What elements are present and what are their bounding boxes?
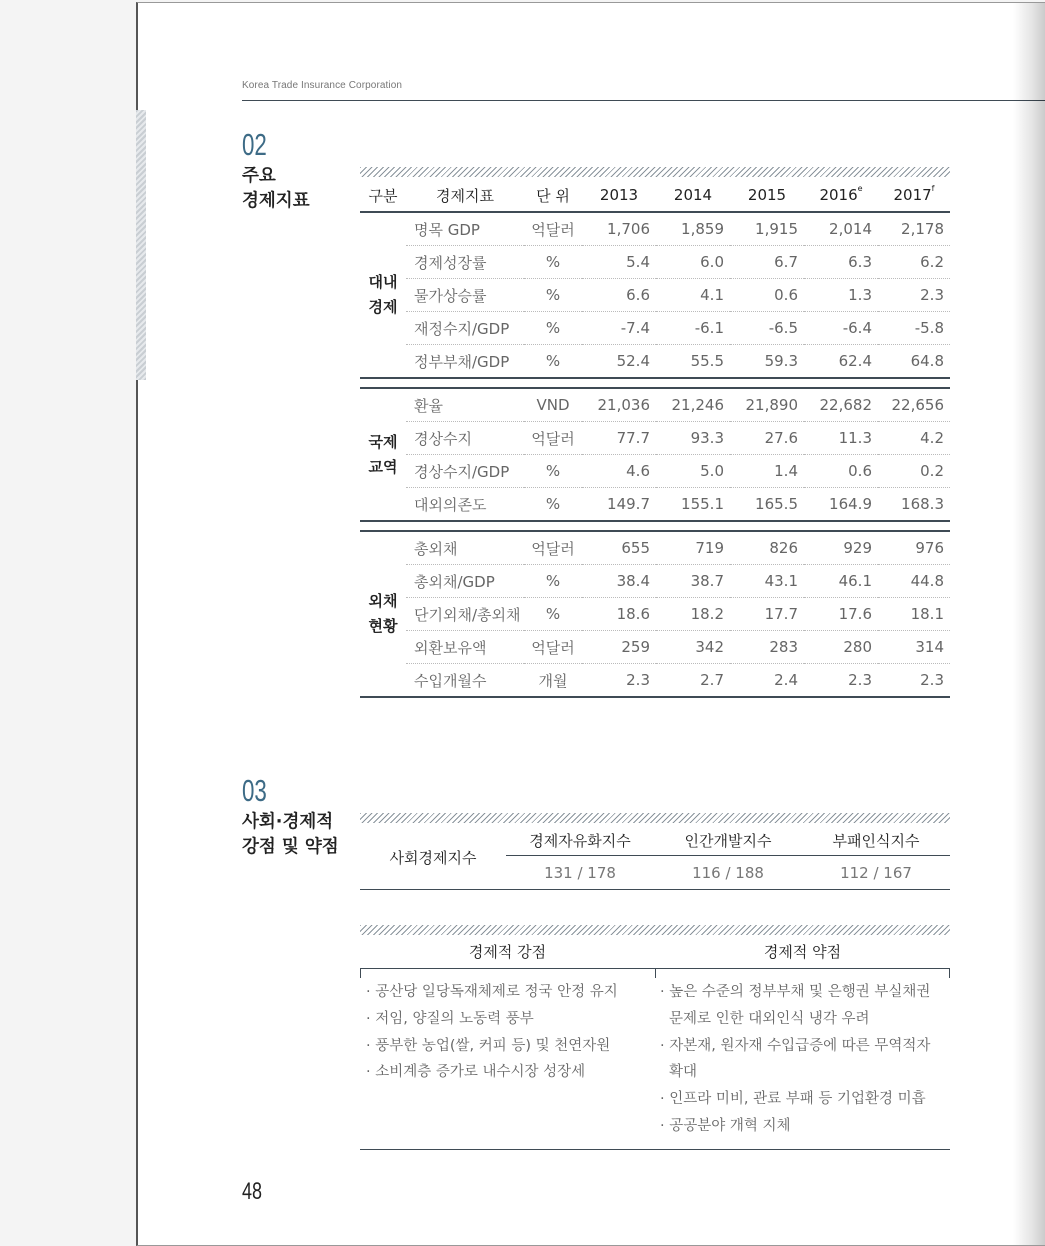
header-indicator: 경제지표: [406, 179, 524, 212]
indicator-unit: %: [524, 598, 582, 631]
header-year: 2015: [730, 179, 804, 212]
indicator-value: 280: [804, 631, 878, 664]
group-separator: [360, 378, 950, 388]
table-row: [360, 531, 950, 565]
indicator-name: 총외채/GDP: [406, 565, 524, 598]
index-col-human-development: 인간개발지수: [654, 825, 802, 856]
indicator-value: -7.4: [582, 312, 656, 345]
index-col-corruption-perception: 부패인식지수: [802, 825, 950, 856]
indicator-value: 4.6: [582, 455, 656, 488]
indicator-value: 38.7: [656, 565, 730, 598]
table-header-row: [360, 179, 950, 212]
header-year: 2017$^f$: [878, 179, 950, 212]
sw-rule-tick: [360, 968, 361, 978]
indicator-value: 6.6: [582, 279, 656, 312]
indicator-value: 62.4: [804, 345, 878, 379]
indicator-value: 27.6: [730, 422, 804, 455]
indicator-name: 재정수지/GDP: [406, 312, 524, 345]
weaknesses-list: [660, 979, 950, 1140]
indicator-value: 1.4: [730, 455, 804, 488]
indicator-value: 46.1: [804, 565, 878, 598]
indicator-value: 165.5: [730, 488, 804, 522]
table-row: [360, 631, 950, 664]
indicator-unit: 억달러: [524, 422, 582, 455]
indicator-value: 2.3: [878, 279, 950, 312]
weaknesses-heading: 경제적 약점: [763, 943, 842, 961]
page-curl-shadow: [1013, 3, 1045, 1245]
indicator-value: 17.7: [730, 598, 804, 631]
document-page: [136, 2, 1045, 1246]
section-02-title: [242, 164, 310, 214]
indicator-value: 18.6: [582, 598, 656, 631]
indicator-value: 2.4: [730, 664, 804, 698]
indicator-value: 21,890: [730, 388, 804, 422]
indicator-value: 0.6: [804, 455, 878, 488]
list-item: · 저임, 양질의 노동력 풍부: [366, 1010, 534, 1027]
indicator-value: 64.8: [878, 345, 950, 379]
indicator-value: 59.3: [730, 345, 804, 379]
header-year: 2016e: [804, 179, 878, 212]
strengths-heading: 경제적 강점: [468, 943, 547, 961]
section-02-number: 02: [242, 127, 267, 162]
list-item: · 공공분야 개혁 지체: [660, 1117, 791, 1134]
sw-hatch-bar: [360, 925, 950, 935]
table-row: [360, 246, 950, 279]
economic-indicators-table: [360, 179, 950, 698]
indicator-value: 259: [582, 631, 656, 664]
indicator-value: 2,014: [804, 212, 878, 246]
indicator-name: 단기외채/총외채: [406, 598, 524, 631]
indicator-value: 342: [656, 631, 730, 664]
indicator-value: 18.2: [656, 598, 730, 631]
indicator-name: 정부부채/GDP: [406, 345, 524, 379]
indicator-value: 4.1: [656, 279, 730, 312]
section-02-title-line2: 경제지표: [242, 191, 310, 211]
indicator-value: 168.3: [878, 488, 950, 522]
indicator-value: 17.6: [804, 598, 878, 631]
indicator-name: 물가상승률: [406, 279, 524, 312]
header-category: 구분: [360, 179, 406, 212]
list-item: 문제로 인한 대외인식 냉각 우려: [669, 1010, 870, 1027]
index-header-row: [360, 825, 950, 856]
indicator-name: 수입개월수: [406, 664, 524, 698]
list-item: 확대: [669, 1064, 698, 1081]
sw-rule-tick: [949, 968, 950, 978]
indicator-value: 1,915: [730, 212, 804, 246]
indicator-value: 5.0: [656, 455, 730, 488]
group-label: 국제 교역: [360, 388, 406, 521]
indicator-value: 4.2: [878, 422, 950, 455]
indicator-value: 2.7: [656, 664, 730, 698]
list-item: · 높은 수준의 정부부채 및 은행권 부실채권: [660, 984, 931, 1000]
table-hatch-bar: [360, 167, 950, 177]
indicator-value: 55.5: [656, 345, 730, 379]
index-value: 131 / 178: [506, 856, 654, 890]
indicator-value: 18.1: [878, 598, 950, 631]
list-item: · 인프라 미비, 관료 부패 등 기업환경 미흡: [660, 1091, 926, 1108]
indicator-value: 21,246: [656, 388, 730, 422]
list-item: · 자본재, 원자재 수입급증에 따른 무역적자: [660, 1037, 931, 1054]
indicator-name: 총외채: [406, 531, 524, 565]
indicator-name: 외환보유액: [406, 631, 524, 664]
indicator-unit: 억달러: [524, 631, 582, 664]
index-value: 112 / 167: [802, 856, 950, 890]
table-row: [360, 212, 950, 246]
indicator-value: 38.4: [582, 565, 656, 598]
indicator-value: 6.0: [656, 246, 730, 279]
indicator-unit: %: [524, 565, 582, 598]
header-year: 2013: [582, 179, 656, 212]
indicator-unit: %: [524, 246, 582, 279]
indicator-value: 2.3: [878, 664, 950, 698]
socioeconomic-index-table: [360, 825, 950, 890]
binding-edge: [136, 110, 146, 380]
header-rule: [242, 100, 1045, 101]
indicator-unit: VND: [524, 388, 582, 422]
indicator-value: 2.3: [582, 664, 656, 698]
indicator-value: 149.7: [582, 488, 656, 522]
table-row: [360, 488, 950, 522]
section-03-number: 03: [242, 773, 267, 808]
section-02-title-line1: 주요: [242, 166, 276, 186]
section-03-title-line2: 강점 및 약점: [242, 837, 339, 857]
list-item: · 소비계층 증가로 내수시장 성장세: [366, 1064, 586, 1081]
page-number: 48: [242, 1178, 263, 1205]
table-row: [360, 565, 950, 598]
indicator-value: -6.1: [656, 312, 730, 345]
indicator-value: 0.2: [878, 455, 950, 488]
indicator-name: 경제성장률: [406, 246, 524, 279]
indicator-unit: 개월: [524, 664, 582, 698]
indicator-value: 43.1: [730, 565, 804, 598]
indicator-value: 77.7: [582, 422, 656, 455]
strengths-list: [366, 979, 656, 1086]
indicator-unit: %: [524, 345, 582, 379]
indicator-value: 283: [730, 631, 804, 664]
indicator-unit: %: [524, 488, 582, 522]
indicator-value: 22,656: [878, 388, 950, 422]
indicator-value: 6.3: [804, 246, 878, 279]
indicator-value: 11.3: [804, 422, 878, 455]
index-hatch-bar: [360, 813, 950, 823]
indicator-unit: 억달러: [524, 531, 582, 565]
group-label: 외채 현황: [360, 531, 406, 697]
header-unit: 단 위: [524, 179, 582, 212]
indicator-value: 44.8: [878, 565, 950, 598]
indicator-value: 164.9: [804, 488, 878, 522]
indicator-value: 22,682: [804, 388, 878, 422]
indicator-value: 2,178: [878, 212, 950, 246]
indicator-name: 명목 GDP: [406, 212, 524, 246]
indicator-value: -6.5: [730, 312, 804, 345]
table-row: [360, 422, 950, 455]
table-row: [360, 388, 950, 422]
indicator-name: 경상수지/GDP: [406, 455, 524, 488]
indicator-value: -5.8: [878, 312, 950, 345]
indicator-value: 93.3: [656, 422, 730, 455]
indicator-value: 826: [730, 531, 804, 565]
header-year: 2014: [656, 179, 730, 212]
indicator-value: 155.1: [656, 488, 730, 522]
index-col-economic-freedom: 경제자유화지수: [506, 825, 654, 856]
indicator-value: 655: [582, 531, 656, 565]
section-03-title-line1: 사회·경제적: [242, 812, 334, 832]
table-row: [360, 664, 950, 698]
indicator-value: 6.2: [878, 246, 950, 279]
group-separator: [360, 521, 950, 531]
running-header: Korea Trade Insurance Corporation: [242, 80, 403, 91]
sw-rule-tick: [655, 968, 656, 978]
indicator-value: -6.4: [804, 312, 878, 345]
table-row: [360, 455, 950, 488]
indicator-value: 52.4: [582, 345, 656, 379]
indicator-name: 대외의존도: [406, 488, 524, 522]
indicator-value: 314: [878, 631, 950, 664]
index-row-label: 사회경제지수: [360, 825, 506, 890]
indicator-unit: %: [524, 279, 582, 312]
section-03-title: [242, 810, 339, 860]
indicator-name: 환율: [406, 388, 524, 422]
indicator-name: 경상수지: [406, 422, 524, 455]
indicator-value: 2.3: [804, 664, 878, 698]
list-item: · 공산당 일당독재체제로 정국 안정 유지: [366, 984, 618, 1000]
indicator-value: 929: [804, 531, 878, 565]
indicator-value: 0.6: [730, 279, 804, 312]
table-row: [360, 312, 950, 345]
group-label: 대내 경제: [360, 212, 406, 378]
sw-bottom-rule: [360, 1149, 950, 1150]
indicator-value: 6.7: [730, 246, 804, 279]
table-row: [360, 345, 950, 379]
indicator-unit: %: [524, 455, 582, 488]
list-item: · 풍부한 농업(쌀, 커피 등) 및 천연자원: [366, 1037, 611, 1054]
index-value: 116 / 188: [654, 856, 802, 890]
table-row: [360, 598, 950, 631]
table-row: [360, 279, 950, 312]
indicator-value: 21,036: [582, 388, 656, 422]
indicator-value: 719: [656, 531, 730, 565]
indicator-value: 1,706: [582, 212, 656, 246]
indicator-unit: 억달러: [524, 212, 582, 246]
indicator-value: 1.3: [804, 279, 878, 312]
indicator-value: 976: [878, 531, 950, 565]
indicator-value: 5.4: [582, 246, 656, 279]
indicator-value: 1,859: [656, 212, 730, 246]
indicator-unit: %: [524, 312, 582, 345]
